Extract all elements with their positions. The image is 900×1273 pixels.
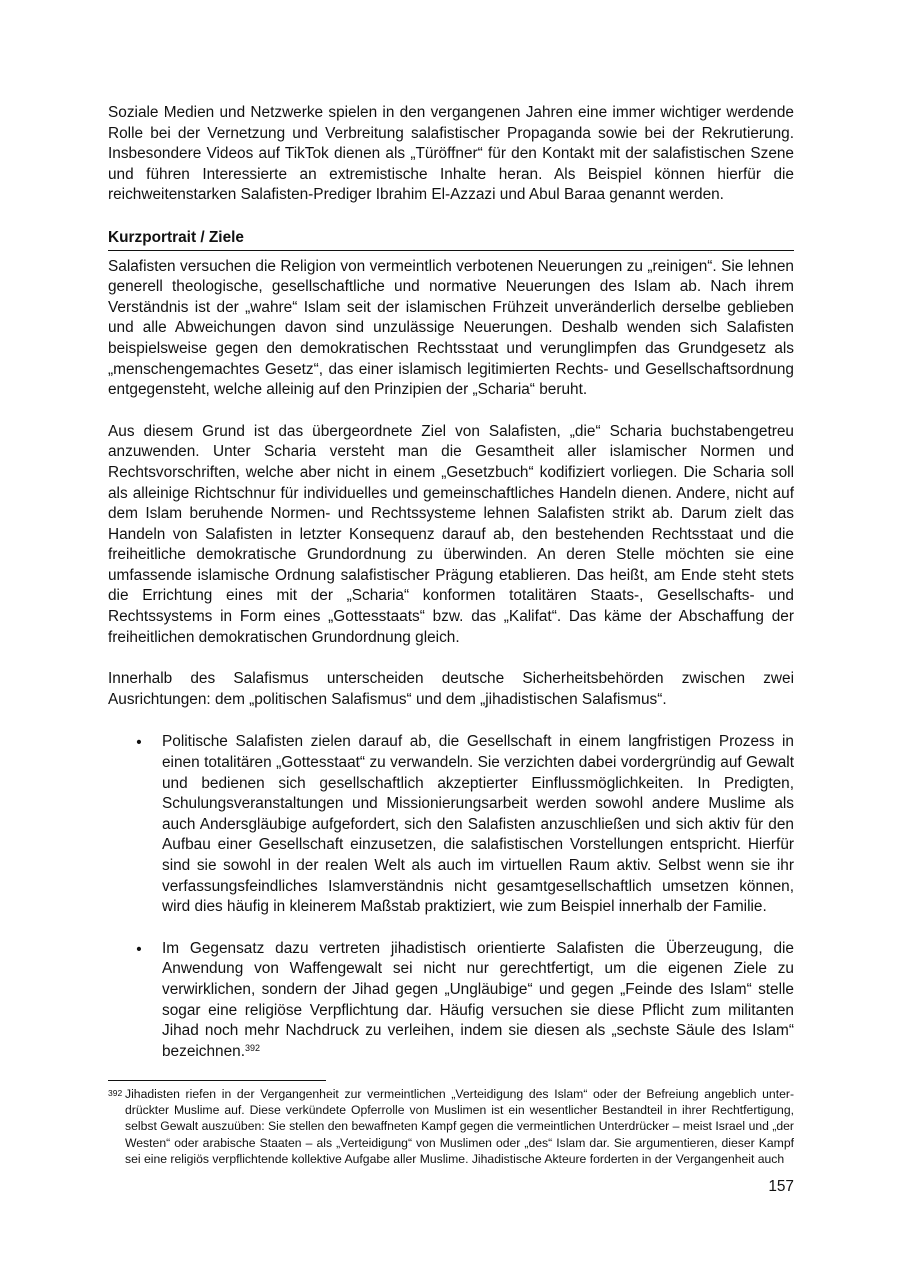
page-body <box>108 103 794 1062</box>
footnote-separator <box>108 1080 326 1081</box>
body-paragraph: Salafisten versuchen die Religion von vermeintlich verbotenen Neuerungen zu „reinigen“. Sie lehnen generell theologische, gesellschaftliche und normative Neuerungen des Islam ab. Nach ihrem Verständnis ist der „wahre“ Islam seit der islamischen Frühzeit unveränderlich derselbe geblieben und alle Abweichungen davon sind unzulässige Neuerungen. Deshalb wenden sich Salafisten beispielsweise gegen den demokratischen Rechtsstaat und verunglimpfen das Grundgesetz als „menschengemachtes Gesetz“, das einer islamisch legitimierten Rechts- und Gesellschaftsordnung entgegensteht, welche alleinig auf den Prinzipien der „Scharia“ beruht. <box>108 257 794 399</box>
page-number: 157 <box>768 1178 794 1195</box>
bullet-icon: • <box>136 734 142 752</box>
footnote-reference[interactable]: 392 <box>245 1042 261 1053</box>
list-item-text: Im Gegensatz dazu vertreten jihadistisch orientierte Salafisten die Überzeugung, die Anwendung von Waffengewalt sei nicht nur gerechtfertigt, um die eigenen Ziele zu verwirklichen, sondern der Jihad gegen „Ungläubige“ und gegen „Feinde des Islam“ stelle sogar eine religiöse Verpflichtung dar. Häufig versuchen sie diese Pflicht zum militanten Jihad noch mehr Nachdruck zu verleihen, indem sie diesen als „sechste Säule des Islam“ bezeichnen. <box>162 939 794 1060</box>
list-item-text: Politische Salafisten zielen darauf ab, die Gesellschaft in einem langfristigen Prozess in einen totalitären „Gottesstaat“ zu verwandeln. Sie verzichten dabei vordergründig auf Gewalt und bedienen sich gesellschaftlich akzeptierter Einflussmöglichkeiten. In Predigten, Schulungsveranstaltungen und Missionierungsarbeit werden sowohl andere Muslime als auch Andersgläubige aufgefordert, sich den Salafisten anzuschließen und sich aktiv für den Aufbau einer Gesellschaft einzusetzen, die salafistischen Vorstellungen entspricht. Hierfür sind sie sowohl in der realen Welt als auch im virtuellen Raum aktiv. Selbst wenn sie ihr verfassungsfeindliches Islamverständnis nicht gesamtgesellschaftlich umsetzen können, wird dies häufig in kleinerem Maßstab praktiziert, wie zum Beispiel innerhalb der Familie. <box>162 733 794 916</box>
footnote <box>108 1086 794 1167</box>
list-item <box>108 732 794 917</box>
footnote-number: 392 <box>108 1088 123 1098</box>
section-heading-rule <box>108 228 794 251</box>
bullet-icon: • <box>136 940 142 958</box>
list-item <box>108 939 794 1063</box>
bullet-list <box>108 732 794 1062</box>
intro-paragraph: Soziale Medien und Netzwerke spielen in den vergangenen Jahren eine immer wichtiger werdende Rolle bei der Vernetzung und Verbreitung salafistischer Propaganda sowie bei der Rekrutierung. Insbesondere Videos auf TikTok dienen als „Türöffner“ für den Kontakt mit der salafistischen Szene und führen Interessierte an extremistische Inhalte heran. Als Beispiel können hierfür die reichweitenstarken Salafisten-Prediger Ibrahim El-Azzazi und Abul Baraa genannt werden. <box>108 104 794 204</box>
body-paragraph: Aus diesem Grund ist das übergeordnete Ziel von Salafisten, „die“ Scharia buchstabengetreu anzuwenden. Unter Scharia versteht man die Gesamtheit aller islamischer Normen und Rechtsvorschriften, welche aber nicht in einem „Gesetzbuch“ kodifiziert vorliegen. Die Scharia soll als alleinige Richtschnur für individuelles und gemeinschaftliches Handeln dienen. Andere, nicht auf dem Islam beruhende Normen- und Rechtssysteme lehnen Salafisten strikt ab. Darum zielt das Handeln von Salafisten in letzter Konsequenz darauf ab, den bestehenden Rechtsstaat und die freiheitliche demokratische Grundordnung zu überwinden. An deren Stelle möchten sie eine umfassende islamische Ordnung salafistischer Prägung etablieren. Das heißt, am Ende steht stets die Errichtung eines mit der „Scharia“ konformen totalitären Staats-, Gesellschafts- und Rechtssystems in Form eines „Gottesstaats“ bzw. das „Kalifat“. Das käme der Abschaffung der freiheitlichen demokratischen Grundordnung gleich. <box>108 422 794 646</box>
section-heading: Kurzportrait / Ziele <box>108 228 244 246</box>
body-paragraph: Innerhalb des Salafismus unterscheiden deutsche Sicherheitsbehörden zwischen zwei Ausrichtungen: dem „politischen Salafismus“ und dem „jihadistischen Salafismus“. <box>108 670 794 708</box>
footnote-text: Jihadisten riefen in der Vergangenheit zur vermeintlichen „Verteidigung des Islam“ oder der Befreiung angeblich unterdrückter Muslime auf. Diese verkündete Opferrolle von Muslimen ist ein wesentlicher Bestandteil in ihrer Rechtfertigung, selbst Gewalt auszuüben: Sie stellen den bewaffneten Kampf gegen die vermeintlichen Unterdrücker – meist Israel und „der Westen“ oder arabische Staaten – als „Verteidigung“ von Muslimen oder „des“ Islam dar. Sie argumentieren, dieser Kampf sei eine religiös verpflichtende kollektive Aufgabe aller Muslime. Jihadistische Akteure forderten in der Vergangenheit auch <box>125 1087 794 1166</box>
